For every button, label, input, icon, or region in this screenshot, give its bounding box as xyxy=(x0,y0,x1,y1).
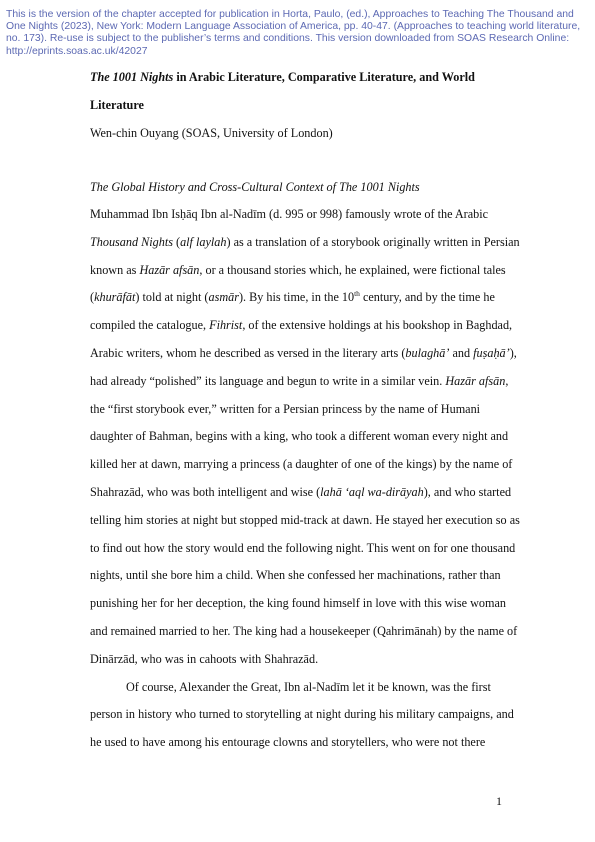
publication-notice: This is the version of the chapter accepted for publication in Horta, Paulo, (ed.), Approaches to Teaching The Thousand and One Nights (2023), New York: Modern Language Association of America, pp. 40-47. (Approaches to teaching world literature, no. 173). Re-use is subject to the publisher’s terms and conditions. This version downloaded from SOAS Research Online: http://eprints.soas.ac.uk/42027 xyxy=(6,9,581,57)
text-run: Muhammad Ibn Isḥāq Ibn al-Nadīm (d. 995 or 998) famously wrote of the Arabic xyxy=(90,207,489,221)
italic-run: Thousand Nights xyxy=(90,234,173,249)
italic-run: asmār xyxy=(208,290,239,305)
author-line: Wen-chin Ouyang (SOAS, University of London) xyxy=(90,126,333,140)
text-run: , of the extensive holdings at his bookshop in Baghdad, Arabic writers, whom he described as versed in the literary arts ( xyxy=(90,318,513,360)
text-run: ) told at night ( xyxy=(135,290,209,305)
text-run: century, and by the time he compiled the catalogue, xyxy=(90,290,495,333)
text-run: ), and who started telling him stories at night but stopped mid-track at dawn. He stayed her execution so as to find out how the story would end the following night. This went on for one thousand nights, until she bore him a child. When she confessed her machinations, rather than punishing her for her deception, the king found himself in love with this wise woman and remained married to her. The king had a housekeeper (Qahrimānah) by the name of Dinārzād, who was in cahoots with Shahrazād. xyxy=(90,484,520,666)
paragraph-2: Of course, Alexander the Great, Ibn al-Nadīm let it be known, was the first person in history who turned to storytelling at night during his military campaigns, and he used to have among his entourage clowns and storytellers, who were not there xyxy=(90,679,514,750)
italic-run: Hazār afsān xyxy=(139,262,200,277)
superscript: th xyxy=(354,289,360,299)
chapter-title xyxy=(90,63,520,119)
section-heading: The Global History and Cross-Cultural Context of The 1001 Nights xyxy=(90,180,420,194)
text-run: ) as a translation of a storybook originally written in Persian known as xyxy=(90,234,520,277)
text-run: and xyxy=(449,345,474,360)
italic-run: lahā ‘aql wa-dirāyah xyxy=(320,484,424,499)
chapter-body xyxy=(90,63,520,757)
italic-run: alf laylah xyxy=(180,234,227,249)
italic-run: Fihrist xyxy=(209,318,243,333)
page-number: 1 xyxy=(496,794,502,808)
text-run: , the “first storybook ever,” written for a Persian princess by the name of Humani daughter of Bahman, begins with a king, who took a different woman every night and killed her at dawn, marrying a princess (a daughter of one of the kings) by the name of Shahrazād, who was both intelligent and wise ( xyxy=(90,373,513,499)
paragraph-1 xyxy=(90,201,520,674)
chapter-title-italic: The 1001 Nights xyxy=(90,70,174,84)
text-run: ( xyxy=(172,234,181,249)
chapter-title-rest: in Arabic Literature, Comparative Literature, and World Literature xyxy=(90,70,475,112)
text-run: ), had already “polished” its language and begun to write in a similar vein. xyxy=(90,345,517,388)
text-run: , or a thousand stories which, he explained, were fictional tales ( xyxy=(90,262,506,305)
italic-run: khurāfāt xyxy=(94,290,136,305)
text-run: ). By his time, in the 10 xyxy=(238,290,355,305)
italic-run: Hazār afsān xyxy=(445,373,506,388)
italic-run: fuṣaḥā’ xyxy=(473,345,510,360)
italic-run: bulaghā’ xyxy=(405,345,450,360)
